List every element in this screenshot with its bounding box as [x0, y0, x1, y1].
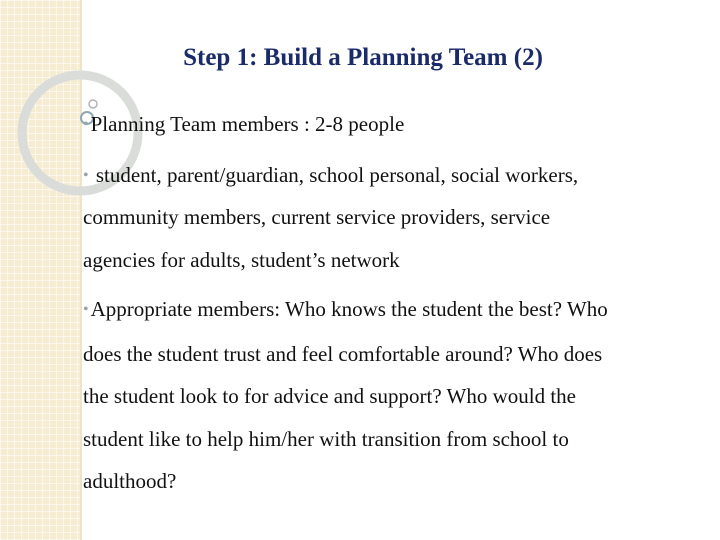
bullet-1-marker-icon: •: [83, 116, 89, 133]
slide-title: Step 1: Build a Planning Team (2): [183, 44, 543, 71]
bullet-3-line-3: the student look to for advice and support? Who would the: [83, 384, 577, 408]
bullet-3-line-4: student like to help him/her with transition from school to: [83, 427, 569, 451]
small-ring-decoration: [89, 100, 97, 108]
bullet-2-line-2: community members, current service providers, service: [83, 205, 551, 229]
bullet-3-marker-icon: •: [83, 301, 89, 318]
bullet-3-line-1: •Appropriate members: Who knows the student the best? Who: [83, 297, 608, 321]
bullet-2-line-3: agencies for adults, student’s network: [83, 248, 400, 272]
bullet-2-marker-icon: •: [83, 167, 89, 184]
bullet-1-line-1: •Planning Team members : 2-8 people: [83, 112, 405, 136]
bullet-3-line-5: adulthood?: [83, 469, 177, 493]
bullet-2-line-1: • student, parent/guardian, school personal, social workers,: [83, 163, 579, 187]
bullet-3-line-2: does the student trust and feel comfortable around? Who does: [83, 342, 603, 366]
